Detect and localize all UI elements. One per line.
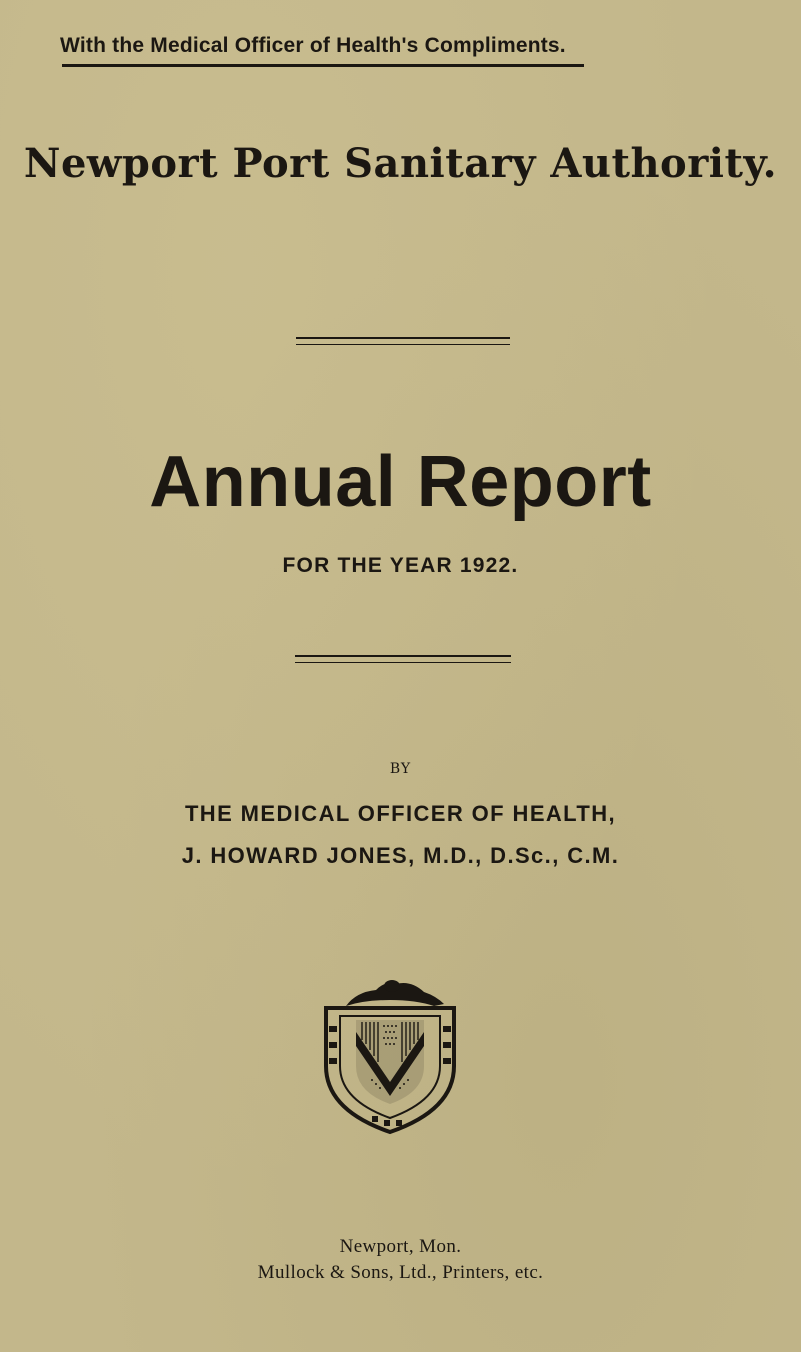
byline-author: J. HOWARD JONES, M.D., D.Sc., C.M. xyxy=(181,843,620,868)
report-title: Annual Report xyxy=(149,442,652,522)
report-year: FOR THE YEAR 1922. xyxy=(282,554,519,577)
byline-by: BY xyxy=(389,761,412,777)
byline-office: THE MEDICAL OFFICER OF HEALTH, xyxy=(184,801,617,826)
divider-rule-bottom xyxy=(295,655,511,663)
authority-heading: Newport Port Sanitary Authority. xyxy=(23,140,778,187)
borough-crest-icon xyxy=(316,970,464,1138)
imprint-place: Newport, Mon. xyxy=(339,1236,462,1257)
compliments-underline xyxy=(62,64,584,67)
divider-rule-top xyxy=(296,337,510,345)
compliments-line: With the Medical Officer of Health's Compliments. xyxy=(60,34,566,57)
imprint-printer: Mullock & Sons, Ltd., Printers, etc. xyxy=(257,1262,544,1283)
